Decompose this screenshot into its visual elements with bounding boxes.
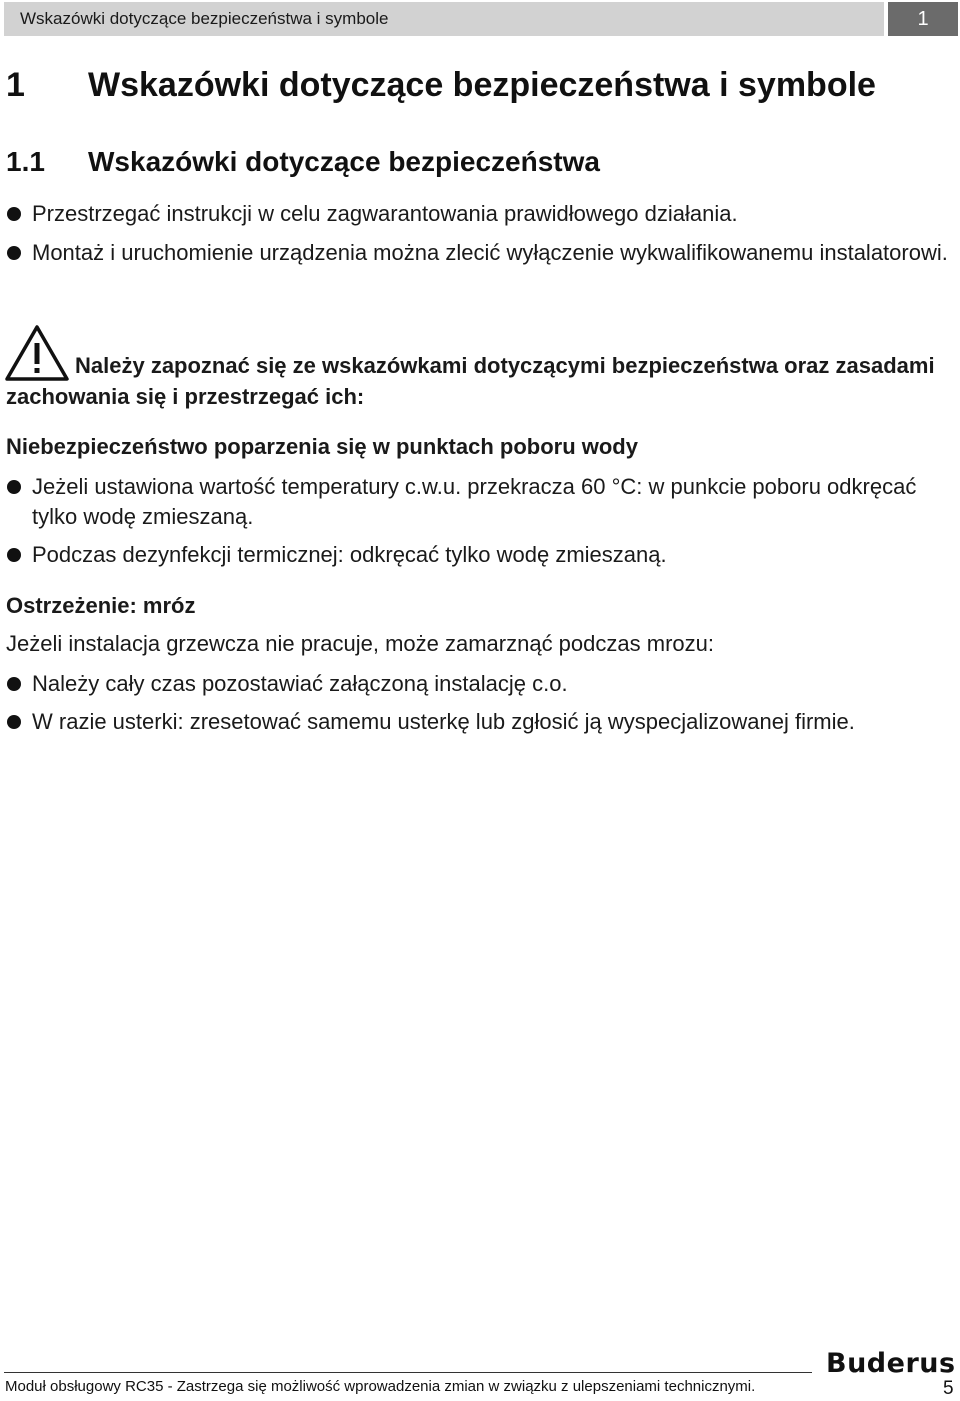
list-item	[6, 707, 951, 737]
section-heading-title: Wskazówki dotyczące bezpieczeństwa	[88, 146, 600, 177]
list-item-text: Montaż i uruchomienie urządzenia można zlecić wyłączenie wykwalifikowanemu instalatorowi.	[32, 240, 948, 265]
section-heading-number: 1.1	[6, 146, 45, 177]
bullet-icon	[7, 677, 21, 691]
running-header	[4, 2, 884, 36]
bullet-icon	[7, 207, 21, 221]
list-item	[6, 199, 951, 229]
list-item-text: Jeżeli ustawiona wartość temperatury c.w.u. przekracza 60 °C: w punkcie poboru odkręcać tylko wodę zmieszaną.	[32, 474, 917, 529]
list-item-text: Przestrzegać instrukcji w celu zagwarantowania prawidłowego działania.	[32, 201, 738, 226]
list-item	[6, 540, 951, 570]
list-item-text: Należy cały czas pozostawiać załączoną instalację c.o.	[32, 671, 568, 696]
list-item-text: Podczas dezynfekcji termicznej: odkręcać tylko wodę zmieszaną.	[32, 542, 667, 567]
list-item-text: W razie usterki: zresetować samemu usterkę lub zgłosić ją wyspecjalizowanej firmie.	[32, 709, 855, 734]
bullet-icon	[7, 548, 21, 562]
scald-heading: Niebezpieczeństwo poparzenia się w punktach poboru wody	[6, 434, 638, 459]
safety-warning-text: Należy zapoznać się ze wskazówkami dotyczącymi bezpieczeństwa oraz zasadami zachowania się i przestrzegać ich:	[6, 353, 935, 409]
list-item	[6, 238, 951, 268]
footer-text: Moduł obsługowy RC35 - Zastrzega się możliwość wprowadzenia zmian w związku z ulepszeniami technicznymi.	[5, 1378, 756, 1395]
chapter-number-tab: 1	[888, 2, 958, 36]
section-heading	[6, 146, 600, 178]
bullet-icon	[7, 246, 21, 260]
chapter-heading-number: 1	[6, 66, 25, 104]
chapter-heading	[6, 66, 876, 105]
chapter-heading-title: Wskazówki dotyczące bezpieczeństwa i symbole	[88, 66, 876, 104]
footer-divider	[4, 1372, 812, 1373]
frost-heading: Ostrzeżenie: mróz	[6, 593, 196, 618]
page-number: 5	[943, 1378, 954, 1399]
bullet-icon	[7, 480, 21, 494]
list-item	[6, 669, 951, 699]
list-item	[6, 472, 951, 532]
frost-intro: Jeżeli instalacja grzewcza nie pracuje, może zamarznąć podczas mrozu:	[6, 631, 714, 656]
running-header-title: Wskazówki dotyczące bezpieczeństwa i symbole	[20, 9, 389, 28]
buderus-logo: Buderus	[826, 1348, 956, 1379]
bullet-icon	[7, 715, 21, 729]
